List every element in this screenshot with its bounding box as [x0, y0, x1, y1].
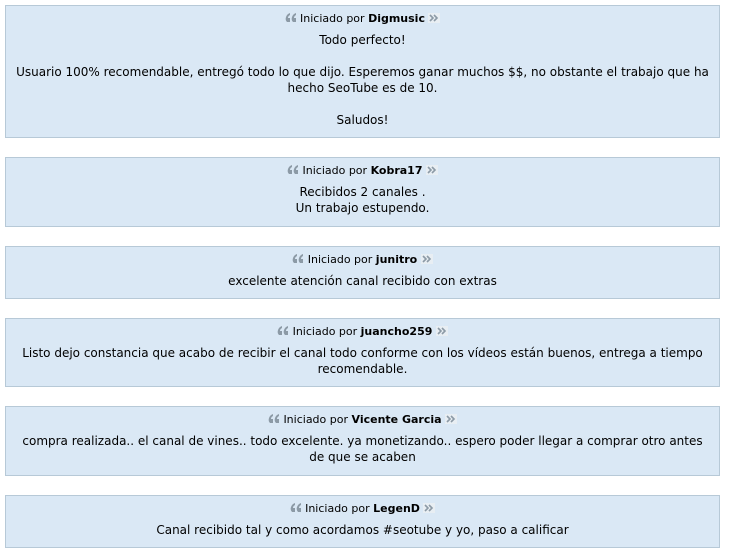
author-link[interactable]: LegenD — [373, 502, 420, 515]
testimonial-quote — [5, 495, 720, 548]
intro-label: Iniciado por — [300, 12, 365, 25]
quote-body — [16, 345, 709, 377]
quote-body — [16, 433, 709, 465]
line-break — [16, 48, 709, 64]
view-post-icon[interactable] — [428, 13, 440, 23]
open-quote-icon — [277, 326, 289, 336]
testimonial-quote — [5, 246, 720, 299]
quote-header — [6, 502, 719, 516]
open-quote-icon — [290, 503, 302, 513]
intro-label: Iniciado por — [307, 253, 373, 266]
view-post-icon[interactable] — [445, 414, 457, 424]
quote-body — [16, 522, 709, 538]
author-link[interactable]: Kobra17 — [370, 164, 423, 177]
quote-line: compra realizada.. el canal de vines.. todo excelente. ya monetizando.. espero poder llegar a comprar otro antes de que se acaben — [22, 434, 703, 464]
quote-header — [6, 325, 719, 339]
view-post-icon[interactable] — [426, 165, 438, 175]
view-post-icon[interactable] — [421, 254, 433, 264]
quote-line: Saludos! — [336, 113, 389, 127]
quote-line: Recibidos 2 canales . — [299, 185, 426, 199]
quote-line: Usuario 100% recomendable, entregó todo lo que dijo. Esperemos ganar muchos $$, no obstante el trabajo que ha hecho SeoTube es de 10. — [16, 65, 709, 95]
quote-header — [6, 413, 719, 427]
author-link[interactable]: Vicente Garcia — [351, 413, 442, 426]
quote-line: excelente atención canal recibido con extras — [228, 274, 497, 288]
intro-label: Iniciado por — [302, 164, 368, 177]
view-post-icon[interactable] — [423, 503, 435, 513]
line-break — [16, 96, 709, 112]
open-quote-icon — [285, 13, 297, 23]
quote-header — [6, 12, 719, 26]
testimonial-quote — [5, 5, 720, 138]
open-quote-icon — [292, 254, 304, 264]
quote-line: Un trabajo estupendo. — [295, 201, 430, 215]
author-link[interactable]: juancho259 — [360, 325, 433, 338]
open-quote-icon — [268, 414, 280, 424]
open-quote-icon — [287, 165, 299, 175]
quote-header — [6, 253, 719, 267]
quote-body — [16, 273, 709, 289]
testimonial-quote — [5, 157, 720, 227]
view-post-icon[interactable] — [436, 326, 448, 336]
quote-line: Todo perfecto! — [319, 33, 406, 47]
intro-label: Iniciado por — [292, 325, 358, 338]
quote-body — [16, 184, 709, 216]
quote-line: Listo dejo constancia que acabo de recibir el canal todo conforme con los vídeos están buenos, entrega a tiempo recomendable. — [22, 346, 703, 376]
intro-label: Iniciado por — [305, 502, 370, 515]
testimonial-quote — [5, 406, 720, 476]
quote-body — [16, 32, 709, 128]
author-link[interactable]: junitro — [375, 253, 418, 266]
testimonial-quote — [5, 318, 720, 387]
quote-line: Canal recibido tal y como acordamos #seotube y yo, paso a calificar — [156, 523, 569, 537]
intro-label: Iniciado por — [283, 413, 348, 426]
quote-header — [6, 164, 719, 178]
author-link[interactable]: Digmusic — [368, 12, 425, 25]
